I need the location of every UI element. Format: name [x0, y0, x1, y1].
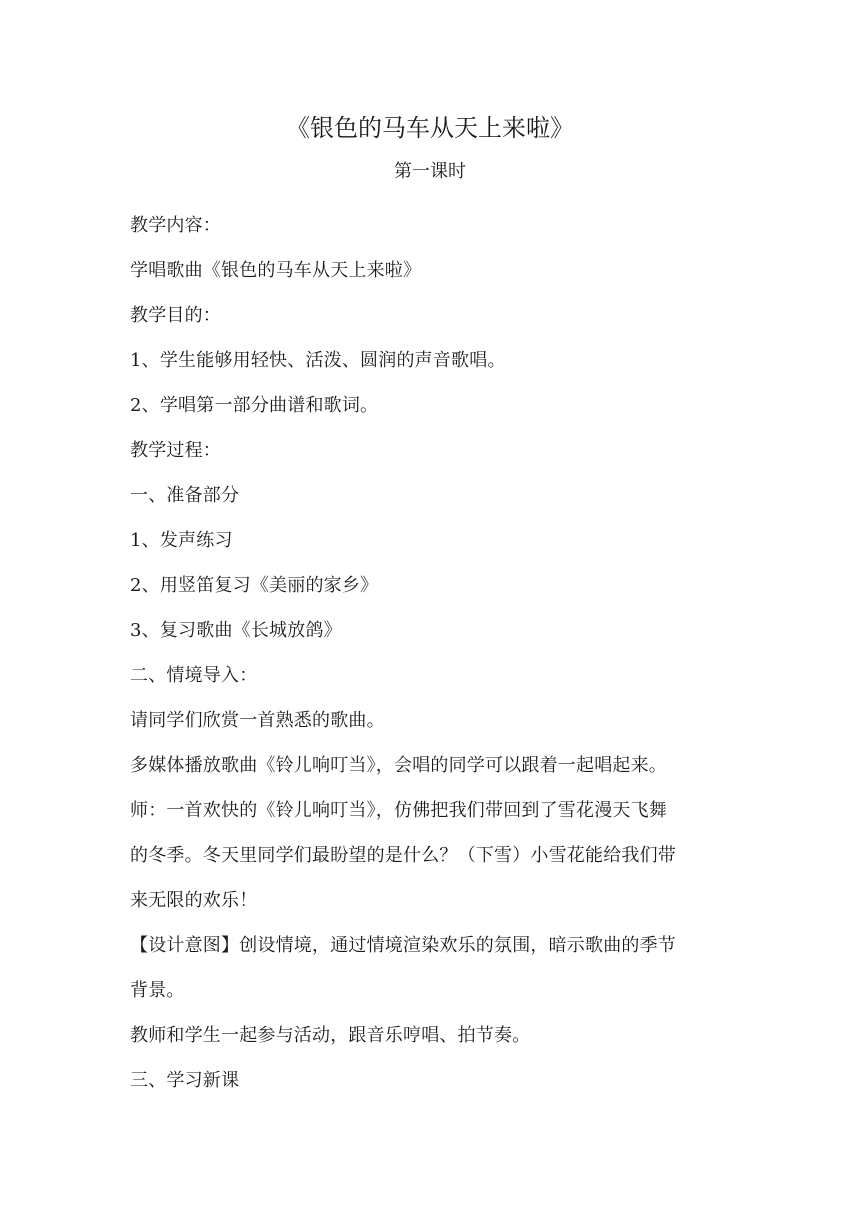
- paragraph: 1、发声练习: [130, 530, 233, 551]
- paragraph: 请同学们欣赏一首熟悉的歌曲。: [130, 710, 385, 731]
- paragraph: 1、学生能够用轻快、活泼、圆润的声音歌唱。: [130, 350, 506, 371]
- paragraph: 2、用竖笛复习《美丽的家乡》: [130, 575, 379, 596]
- paragraph: 3、复习歌曲《长城放鸽》: [130, 620, 342, 641]
- paragraph: 师：一首欢快的《铃儿响叮当》，仿佛把我们带回到了雪花漫天飞舞: [130, 800, 667, 821]
- paragraph: 【设计意图】创设情境，通过情境渲染欢乐的氛围，暗示歌曲的季节: [130, 935, 676, 956]
- paragraph: 教师和学生一起参与活动，跟音乐哼唱、拍节奏。: [130, 1025, 531, 1046]
- paragraph: 一、准备部分: [130, 485, 240, 506]
- paragraph: 教学内容：: [130, 215, 221, 236]
- document-title: 《银色的马车从天上来啦》: [286, 114, 574, 142]
- paragraph: 学唱歌曲《银色的马车从天上来啦》: [130, 260, 422, 281]
- paragraph: 2、学唱第一部分曲谱和歌词。: [130, 395, 379, 416]
- paragraph: 来无限的欢乐！: [130, 890, 258, 911]
- document-body: [130, 203, 740, 1103]
- paragraph: 教学目的：: [130, 305, 221, 326]
- paragraph: 的冬季。冬天里同学们最盼望的是什么？（下雪）小雪花能给我们带: [130, 845, 676, 866]
- document-subtitle: 第一课时: [394, 161, 466, 182]
- paragraph: 多媒体播放歌曲《铃儿响叮当》，会唱的同学可以跟着一起唱起来。: [130, 755, 667, 776]
- paragraph: 背景。: [130, 980, 185, 1001]
- paragraph: 二、情境导入：: [130, 665, 258, 686]
- paragraph: 教学过程：: [130, 440, 221, 461]
- paragraph: 三、学习新课: [130, 1070, 240, 1091]
